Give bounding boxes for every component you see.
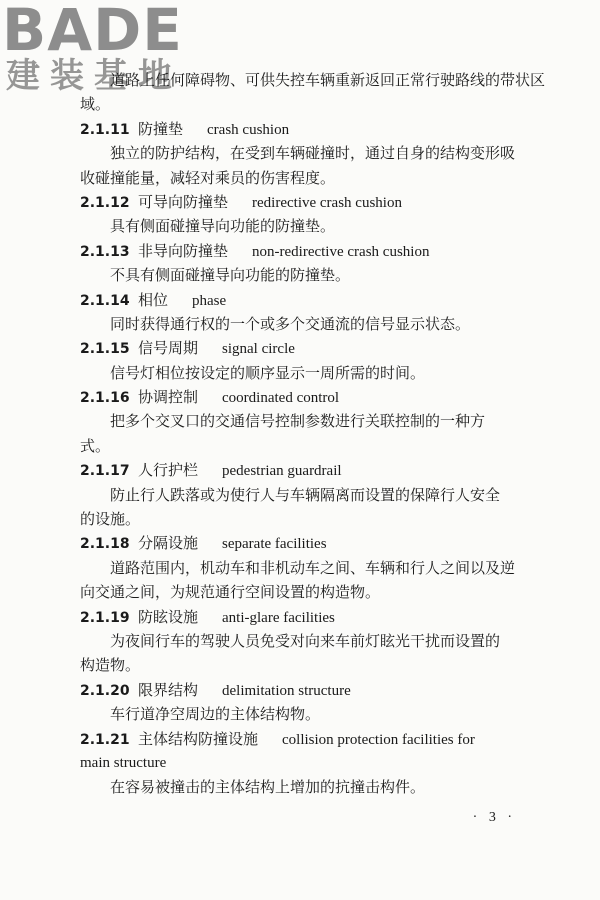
term-heading <box>80 190 540 214</box>
term-number: 2.1.11 <box>80 121 130 138</box>
term-heading <box>80 531 540 555</box>
term-heading <box>80 239 540 263</box>
term-english: collision protection facilities for <box>282 731 475 748</box>
term-definition: 不具有侧面碰撞导向功能的防撞垫。 <box>110 266 351 285</box>
term-heading <box>80 336 540 360</box>
term-chinese: 协调控制 <box>138 388 199 407</box>
term-heading <box>80 385 540 409</box>
term-definition: 防止行人跌落或为使行人与车辆隔离而设置的保障行人安全 <box>110 485 501 504</box>
term-definition: 道路范围内，机动车和非机动车之间、车辆和行人之间以及逆 <box>110 558 516 577</box>
term-definition: 收碰撞能量，减轻对乘员的伤害程度。 <box>80 168 336 187</box>
term-chinese: 防眩设施 <box>138 607 199 626</box>
term-chinese: 相位 <box>138 290 169 309</box>
term-definition: 在容易被撞击的主体结构上增加的抗撞击构件。 <box>110 778 426 797</box>
term-heading <box>80 605 540 629</box>
term-number: 2.1.14 <box>80 292 130 309</box>
term-english: pedestrian guardrail <box>222 463 342 480</box>
term-number: 2.1.12 <box>80 194 130 211</box>
term-heading <box>80 458 540 482</box>
term-chinese: 限界结构 <box>138 680 199 699</box>
term-definition: 具有侧面碰撞导向功能的防撞垫。 <box>110 217 336 236</box>
term-chinese: 信号周期 <box>138 339 199 358</box>
term-definition: 同时获得通行权的一个或多个交通流的信号显示状态。 <box>110 314 471 333</box>
term-english: phase <box>192 292 227 309</box>
term-definition: 式。 <box>80 436 111 455</box>
intro-line: 道路上任何障碍物、可供失控车辆重新返回正常行驶路线的带状区 <box>110 71 546 89</box>
term-number: 2.1.18 <box>80 536 130 553</box>
term-english: coordinated control <box>222 390 340 407</box>
term-number: 2.1.21 <box>80 731 130 748</box>
watermark-subtitle: 建装基地 <box>6 56 182 96</box>
term-number: 2.1.19 <box>80 609 130 626</box>
term-chinese: 可导向防撞垫 <box>138 192 229 211</box>
term-english: non-redirective crash cushion <box>252 243 430 260</box>
page-number: · 3 · <box>472 810 516 825</box>
term-entries <box>80 117 540 800</box>
term-number: 2.1.20 <box>80 682 130 699</box>
term-number: 2.1.13 <box>80 243 130 260</box>
term-english: anti-glare facilities <box>222 609 335 626</box>
term-english: redirective crash cushion <box>252 194 402 211</box>
term-heading <box>80 727 540 751</box>
term-english-continued: main structure <box>80 754 167 771</box>
term-number: 2.1.16 <box>80 390 130 407</box>
term-chinese: 分隔设施 <box>138 534 199 553</box>
term-chinese: 人行护栏 <box>138 461 199 480</box>
term-definition: 的设施。 <box>80 510 141 529</box>
term-chinese: 主体结构防撞设施 <box>138 729 259 748</box>
term-definition: 信号灯相位按设定的顺序显示一周所需的时间。 <box>110 363 426 382</box>
term-definition: 构造物。 <box>80 656 141 675</box>
term-english: delimitation structure <box>222 682 351 699</box>
term-heading <box>80 117 540 141</box>
term-english: separate facilities <box>222 536 327 553</box>
term-definition: 独立的防护结构，在受到车辆碰撞时，通过自身的结构变形吸 <box>110 144 516 163</box>
term-definition: 向交通之间，为规范通行空间设置的构造物。 <box>80 583 381 602</box>
term-definition: 车行道净空周边的主体结构物。 <box>110 705 321 724</box>
term-chinese: 非导向防撞垫 <box>138 241 229 260</box>
term-heading <box>80 288 540 312</box>
term-english: crash cushion <box>207 121 290 138</box>
term-chinese: 防撞垫 <box>138 119 184 138</box>
term-english: signal circle <box>222 341 295 358</box>
term-definition: 为夜间行车的驾驶人员免受对向来车前灯眩光干扰而设置的 <box>110 631 501 650</box>
term-heading <box>80 678 540 702</box>
document-body <box>80 68 546 800</box>
watermark-brand: BADE <box>2 0 183 64</box>
intro-line: 域。 <box>80 95 111 114</box>
term-definition: 把多个交叉口的交通信号控制参数进行关联控制的一种方 <box>110 412 486 431</box>
term-number: 2.1.17 <box>80 463 130 480</box>
term-number: 2.1.15 <box>80 341 130 358</box>
